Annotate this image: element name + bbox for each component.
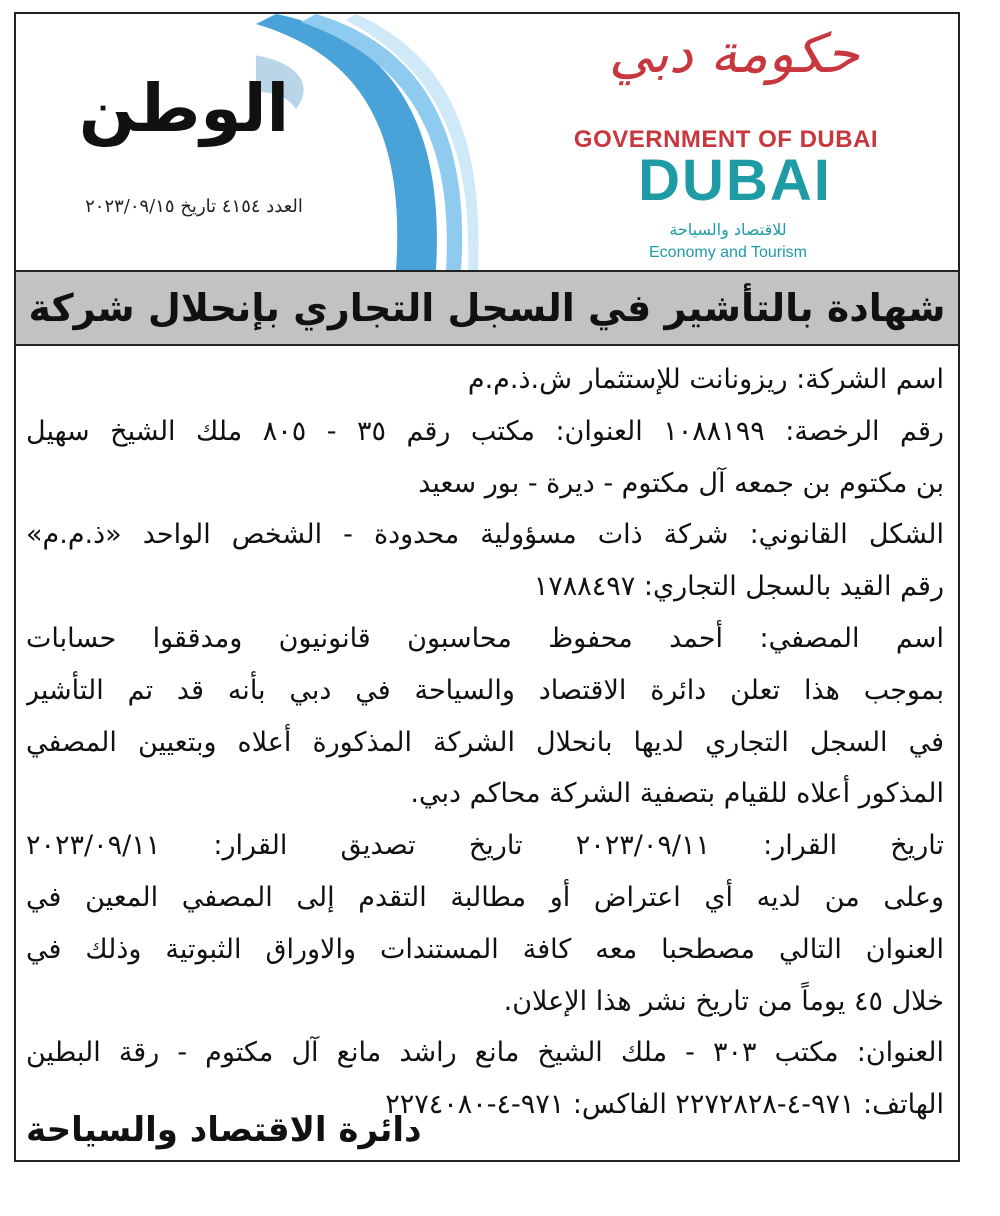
company-name-line: اسم الشركة: ريزونانت للإستثمار ش.ذ.م.م <box>467 364 944 395</box>
notice-body <box>26 354 944 1131</box>
objection-line-2: العنوان التالي مصطحبا معه كافة المستندات والاوراق الثبوتية وذلك في <box>26 933 944 965</box>
announcement-line-3: المذكور أعلاه للقيام بتصفية الشركة محاكم دبي. <box>410 778 944 810</box>
liquidator-address-line: العنوان: مكتب ٣٠٣ - ملك الشيخ مانع راشد مانع آل مكتوم - رقة البطين <box>26 1037 944 1069</box>
department-logo-english: Economy and Tourism <box>649 244 807 261</box>
newspaper-title: الوطن <box>78 70 290 147</box>
government-logo-arabic: حكومة دبي <box>608 22 860 85</box>
objection-line-1: وعلى من لديه أي اعتراض أو مطالبة التقدم إلى المصفي المعين في <box>26 881 944 913</box>
address-continued-line: بن مكتوم بن جمعه آل مكتوم - ديرة - بور سعيد <box>418 467 944 499</box>
license-address-line: رقم الرخصة: ١٠٨٨١٩٩ العنوان: مكتب رقم ٣٥ - ٨٠٥ ملك الشيخ سهيل <box>26 415 944 447</box>
notice-header <box>16 14 958 270</box>
department-logo-arabic: للاقتصاد والسياحة <box>669 220 787 239</box>
registration-number-line: رقم القيد بالسجل التجاري: ١٧٨٨٤٩٧ <box>533 571 944 603</box>
objection-line-3: خلال ٤٥ يوماً من تاريخ نشر هذا الإعلان. <box>503 985 944 1017</box>
announcement-line-1: بموجب هذا تعلن دائرة الاقتصاد والسياحة في دبي بأنه قد تم التأشير <box>26 674 944 706</box>
decision-dates-line: تاريخ القرار: ٢٠٢٣/٠٩/١١ تاريخ تصديق القرار: ٢٠٢٣/٠٩/١١ <box>26 830 944 862</box>
notice-frame <box>14 12 960 1162</box>
legal-form-line: الشكل القانوني: شركة ذات مسؤولية محدودة - الشخص الواحد «ذ.م.م» <box>26 519 944 551</box>
notice-title: شهادة بالتأشير في السجل التجاري بإنحلال شركة <box>28 286 946 330</box>
issuing-department-signature: دائرة الاقتصاد والسياحة <box>26 1110 422 1150</box>
announcement-line-2: في السجل التجاري لديها بانحلال الشركة المذكورة أعلاه وبتعيين المصفي <box>26 726 944 758</box>
dubai-logo: DUBAI <box>638 148 832 213</box>
issue-date-line: العدد ٤١٥٤ تاريخ ٢٠٢٣/٠٩/١٥ <box>85 196 303 217</box>
phone-fax-line: الهاتف: ٩٧١-٤-٢٢٧٢٨٢٨ الفاكس: ٩٧١-٤-٢٢٧٤٠٨٠ <box>385 1089 944 1121</box>
notice-title-banner <box>16 270 958 346</box>
liquidator-name-line: اسم المصفي: أحمد محفوظ محاسبون قانونيون ومدققوا حسابات <box>26 622 944 654</box>
government-logo-english: GOVERNMENT OF DUBAI <box>573 126 879 153</box>
